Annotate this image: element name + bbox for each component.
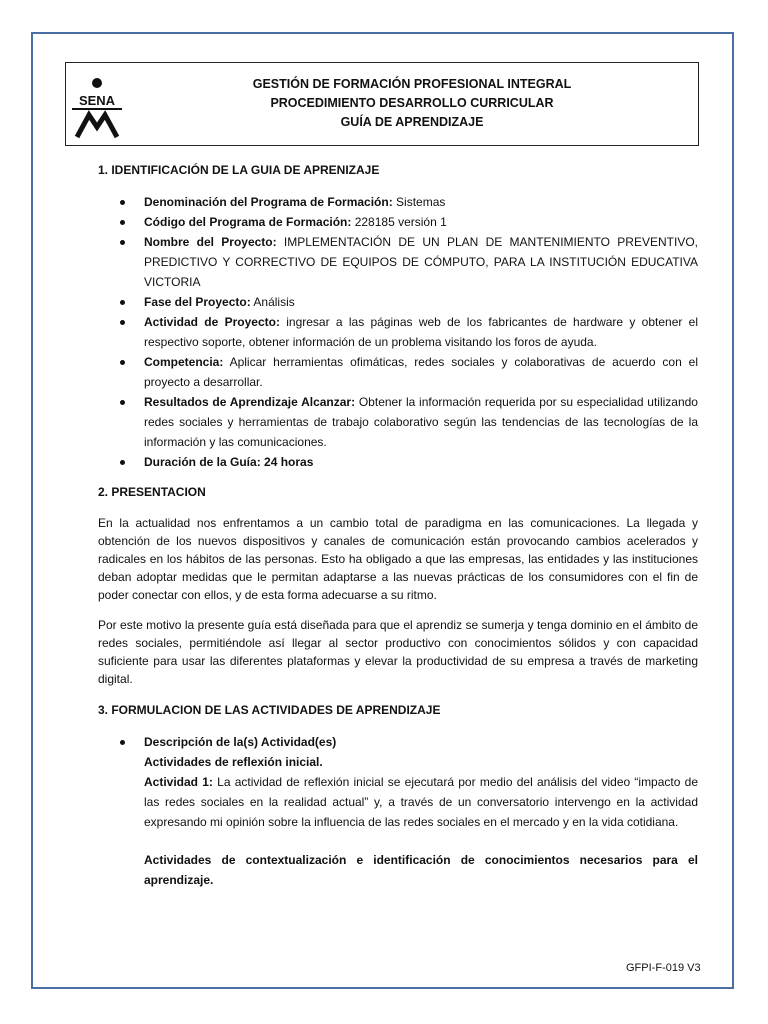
presentation-paragraph-1: En la actualidad nos enfrentamos a un cambio total de paradigma en las comunicaciones. La llegada y obtención de los nuevos dispositivos y canales de comunicación están provocando cambios acelerados y radicales en los hábitos de las personas. Esto ha obligado a que las empresas, las entidades y las instituciones deban adoptar medidas que le permitan adaptarse a las nuevas prácticas de los consumidores con el fin de poder conectar con ellos, y de esta forma adecuarse a su ritmo. (98, 516, 698, 602)
list-item (98, 312, 698, 352)
item-label: Competencia: (144, 355, 224, 369)
item-value: ingresar a las páginas web de los fabricantes de hardware y obtener el respectivo soporte, obtener información de un problema visitando los foros de ayuda. (144, 315, 698, 349)
item-label: Duración de la Guía: 24 horas (144, 455, 314, 469)
presentation-paragraph-2: Por este motivo la presente guía está diseñada para que el aprendiz se sumerja y tenga dominio en el ámbito de redes sociales, permitiéndole así llegar al sector productivo con conocimientos sólidos y con capacidad suficiente para usar las diferentes plataformas y elevar la productividad de su empresa a través de marketing digital. (98, 618, 698, 686)
list-item (98, 392, 698, 452)
item-value: Aplicar herramientas ofimáticas, redes sociales y colaborativas de acuerdo con el proyecto a desarrollar. (144, 355, 698, 389)
item-label: Actividad de Proyecto: (144, 315, 280, 329)
document-body (98, 160, 698, 900)
item-value: Análisis (250, 295, 295, 309)
item-value: Sistemas (392, 195, 446, 209)
list-item (98, 232, 698, 292)
item-label: Denominación del Programa de Formación: (144, 195, 393, 209)
initial-reflection-heading: Actividades de reflexión inicial. (144, 755, 323, 769)
item-value: Obtener la información requerida por su especialidad utilizando redes sociales y herramientas de trabajo colaborativo según las tendencias de las tecnologías de la información y las comunicaciones. (144, 395, 698, 449)
form-code: GFPI-F-019 V3 (626, 962, 701, 974)
activity-1 (144, 772, 698, 832)
activities-list (98, 732, 698, 890)
section-3-title: 3. FORMULACION DE LAS ACTIVIDADES DE APRENDIZAJE (98, 703, 441, 717)
item-label: Nombre del Proyecto: (144, 235, 277, 249)
activities-description-label: Descripción de la(s) Actividad(es) (144, 735, 337, 749)
item-label: Código del Programa de Formación: (144, 215, 352, 229)
list-item (98, 732, 698, 890)
document-header (65, 62, 699, 146)
list-item (98, 212, 698, 232)
list-item (98, 452, 698, 472)
activity-1-text: La actividad de reflexión inicial se ejecutará por medio del análisis del video “impacto de las redes sociales en la realidad actual” y, a través de un conversatorio intervengo en la actividad expresando mi opinión sobre la influencia de las redes sociales en el mercado y en la vida cotidiana. (144, 775, 698, 829)
activity-1-label: Actividad 1: (144, 775, 213, 789)
spacer (144, 832, 698, 850)
item-label: Resultados de Aprendizaje Alcanzar: (144, 395, 356, 409)
header-title-3: GUÍA DE APRENDIZAJE (340, 115, 484, 129)
item-value: 228185 versión 1 (351, 215, 447, 229)
item-label: Fase del Proyecto: (144, 295, 251, 309)
contextualization-heading: Actividades de contextualización e identificación de conocimientos necesarios para el aprendizaje. (144, 853, 698, 887)
list-item (98, 192, 698, 212)
item-value: IMPLEMENTACIÓN DE UN PLAN DE MANTENIMIENTO PREVENTIVO, PREDICTIVO Y CORRECTIVO DE EQUIPOS DE CÓMPUTO, PARA LA INSTITUCIÓN EDUCATIVA VICTORIA (144, 235, 698, 289)
header-title-2: PROCEDIMIENTO DESARROLLO CURRICULAR (270, 96, 554, 110)
sena-logo-text: SENA (78, 93, 116, 108)
identification-list (98, 192, 698, 472)
section-2-title: 2. PRESENTACION (98, 485, 206, 499)
list-item (98, 352, 698, 392)
list-item (98, 292, 698, 312)
header-title-1: GESTIÓN DE FORMACIÓN PROFESIONAL INTEGRAL (252, 77, 572, 91)
sena-logo (69, 75, 125, 139)
section-1-title: 1. IDENTIFICACIÓN DE LA GUIA DE APRENIZAJE (98, 163, 380, 177)
